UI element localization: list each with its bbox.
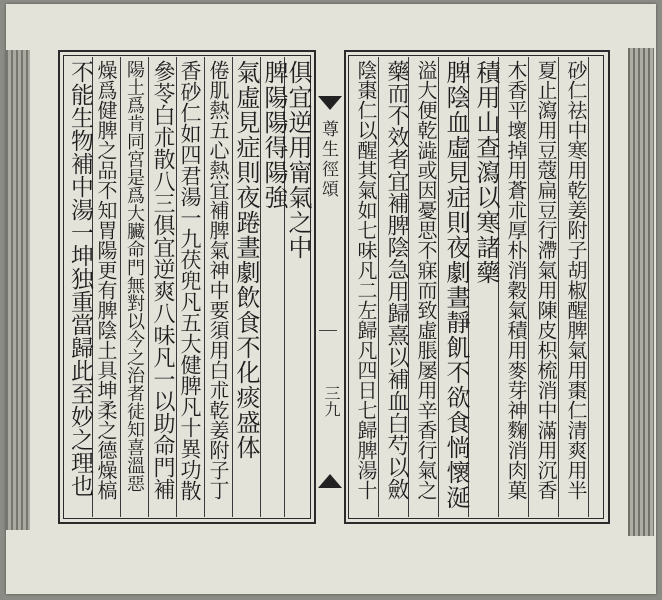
gutter-fish-tail-top: [318, 96, 342, 110]
text-column: 陽土爲肯同宮是爲大臟命門無對以今之治者徒知喜溫惡: [124, 60, 145, 492]
text-column: 不能生物補中湯一坤独重當歸此至妙之理也: [67, 60, 93, 497]
text-column: 夏止瀉用豆蔻扁豆行滯氣用陳皮枳梳消中滿用沉香: [534, 60, 558, 500]
text-column: 脾陰血虛見症則夜劇晝靜飢不欲食惝懷涎: [442, 60, 470, 510]
book-title: 尊生徑頌: [318, 120, 338, 200]
page-edge-left: [6, 50, 30, 530]
text-column: 積用山查瀉以寒諸藥: [472, 60, 500, 285]
text-column: 香砂仁如四君湯一九茯兜凡五大健脾凡十異功散: [178, 60, 202, 501]
text-column: 陰棗仁以醒其氣如七味凡二左歸凡四日七歸脾湯十: [354, 60, 378, 500]
text-column: 溢大便乾澁或因憂思不寐而致虛脹屡用辛香行氣之: [414, 60, 438, 500]
text-column: 參苓白朮散八三俱宜逆爽八味凡一以助命門補: [150, 60, 175, 500]
text-column: 俱宜逆用甯氣之中: [284, 60, 312, 260]
text-column: 砂仁祛中寒用乾姜附子胡椒醒脾氣用棗仁清爽用半: [564, 60, 588, 500]
text-column: 氣虛見症則夜踡晝劇飲食不化痰盛体: [232, 60, 260, 460]
gutter-fish-tail-bottom: [318, 474, 342, 488]
text-column: 倦肌熱五心熱宜補脾氣神中要須用白朮乾姜附子丁: [206, 60, 230, 500]
page-edge-right: [628, 48, 654, 536]
text-column: 脾陽陽得陽強: [260, 60, 288, 210]
text-column: 燥爲健脾之品不知胃陽更有脾陰土具坤柔之德燥槁: [94, 60, 118, 500]
text-column: 藥而不效者宜補脾陰急用歸熹以補血白芍以斂: [384, 60, 409, 500]
gutter-rule: [319, 330, 337, 337]
text-column: 木香平壞掉用蒼朮厚朴消穀氣積用麥芽神麴消肉菓: [504, 60, 528, 500]
page-number: 三九: [322, 385, 341, 417]
